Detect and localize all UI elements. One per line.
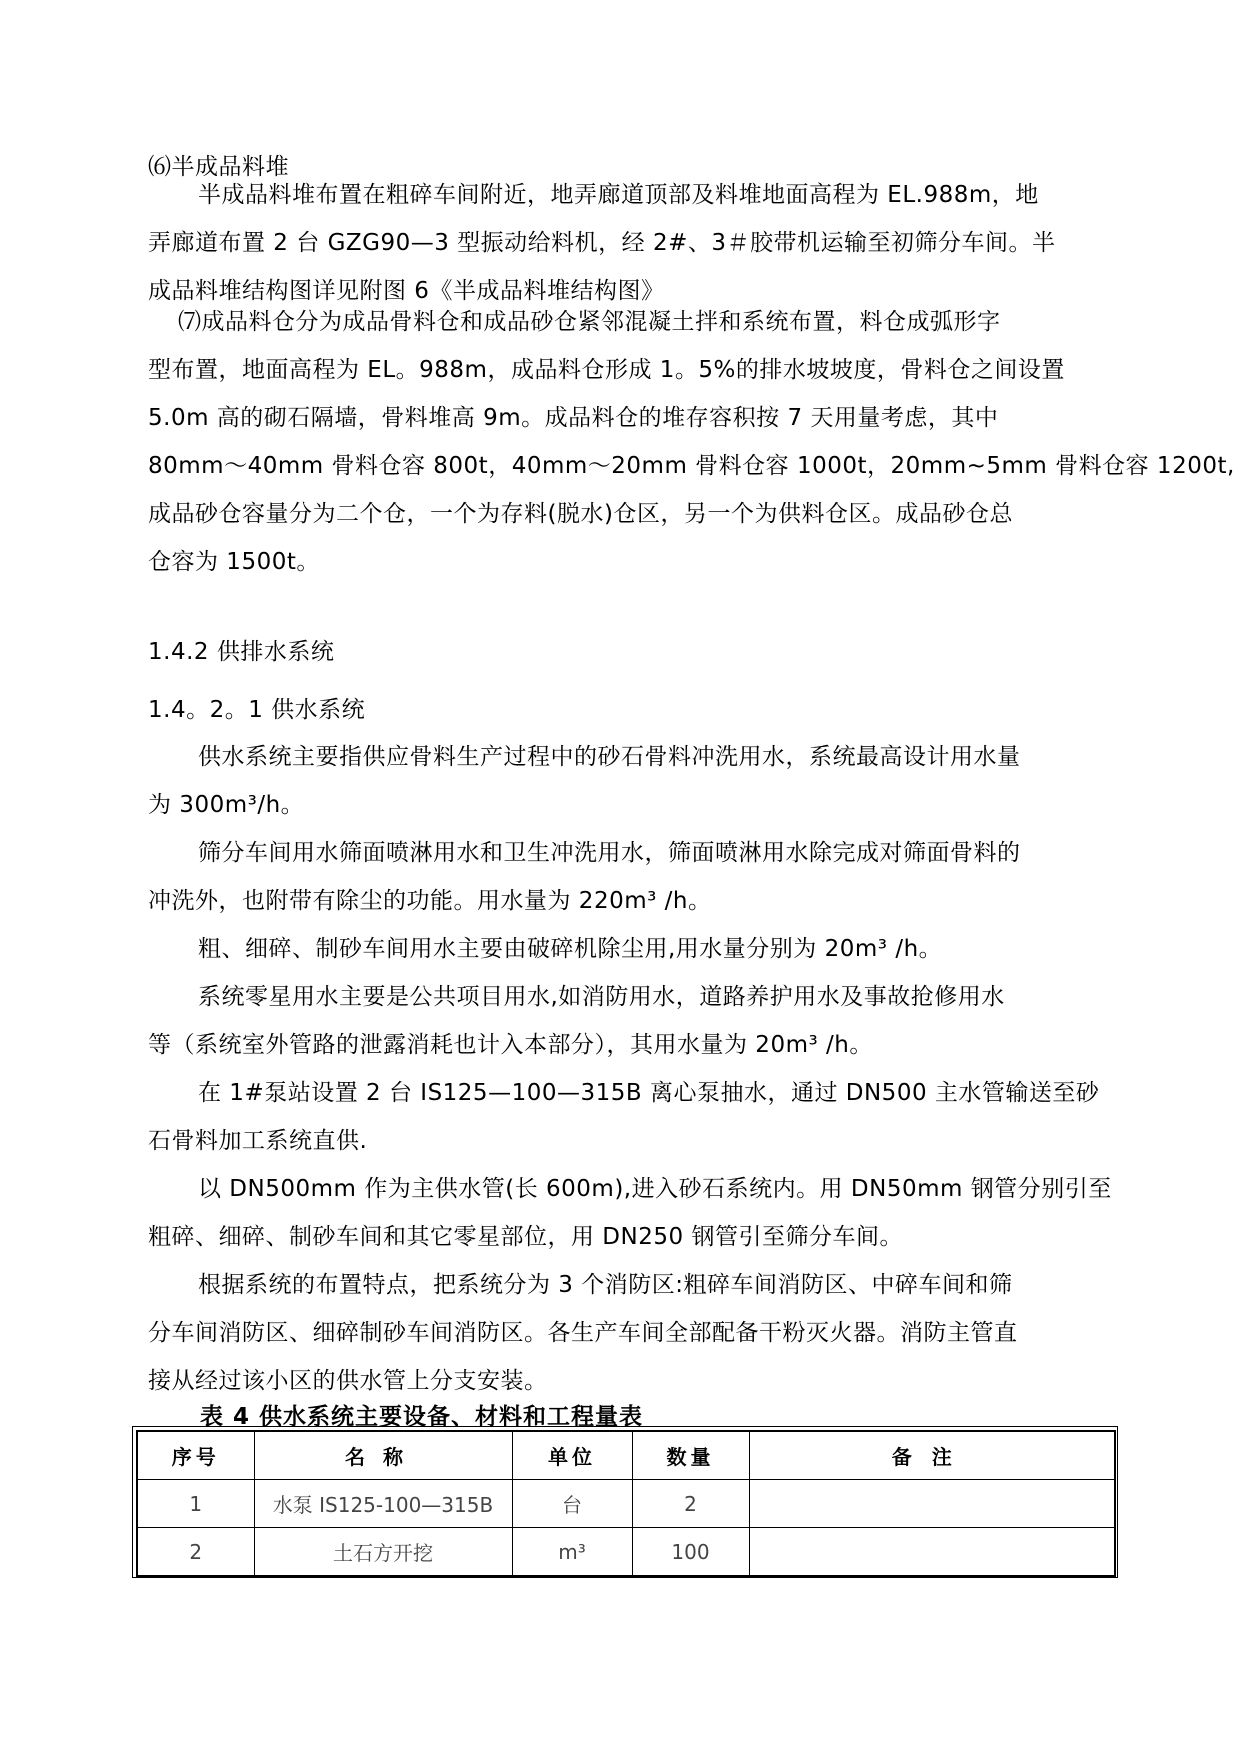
text-line: 为 300m³/h。 [148,792,305,818]
table-cell: 水泵 IS125-100—315B [254,1480,512,1528]
text-line: 冲洗外，也附带有除尘的功能。用水量为 220m³ /h。 [148,888,712,914]
section-heading-1-4-2: 1.4.2 供排水系统 [148,639,335,665]
paragraph-fire-zones [148,1261,1110,1405]
text-line: 供水系统主要指供应骨料生产过程中的砂石骨料冲洗用水，系统最高设计用水量 [198,744,1021,770]
text-line: 分车间消防区、细碎制砂车间消防区。各生产车间全部配备干粉灭火器。消防主管直 [148,1320,1018,1346]
text-line: 以 DN500mm 作为主供水管(长 600m),进入砂石系统内。用 DN50mm 钢管分别引至 [198,1176,1112,1202]
text-line: 在 1#泵站设置 2 台 IS125—100—315B 离心泵抽水，通过 DN500 主水管输送至砂 [198,1080,1100,1106]
table-row [137,1528,1115,1577]
text-line: 等（系统室外管路的泄露消耗也计入本部分），其用水量为 20m³ /h。 [148,1032,873,1058]
paragraph-screening-water [148,829,1110,925]
text-line: 型布置，地面高程为 EL。988m，成品料仓形成 1。5%的排水坡坡度，骨料仓之间设置 [148,357,1065,383]
text-line: 80mm～40mm 骨料仓容 800t，40mm～20mm 骨料仓容 1000t，20mm~5mm 骨料仓容 1200t, [148,453,1235,479]
text-line: 接从经过该小区的供水管上分支安装。 [148,1368,548,1394]
text-line: 粗、细碎、制砂车间用水主要由破碎机除尘用,用水量分别为 20m³ /h。 [198,936,943,962]
text-line: 成品料堆结构图详见附图 6《半成品料堆结构图》 [148,278,665,304]
table-cell [749,1480,1115,1528]
table-row [137,1480,1115,1528]
equipment-table [136,1430,1116,1577]
table-cell: 1 [137,1480,254,1528]
paragraph-supply-overview [148,733,1110,829]
text-line: 仓容为 1500t。 [148,549,320,575]
text-line: 筛分车间用水筛面喷淋用水和卫生冲洗用水，筛面喷淋用水除完成对筛面骨料的 [198,840,1021,866]
table-cell: 2 [632,1480,749,1528]
table-caption: 表 4 供水系统主要设备、材料和工程量表 [200,1404,644,1430]
table-header-row [137,1431,1115,1480]
paragraph-pump-station [148,1069,1110,1165]
table-cell: 100 [632,1528,749,1577]
item-6-title: ⑹半成品料堆 [148,154,289,180]
paragraph-finished-bin [148,298,1235,586]
column-header-name: 名称 [254,1431,512,1480]
paragraph-semi-finished-stockpile [148,171,1110,315]
table-cell: 台 [512,1480,632,1528]
text-line: 5.0m 高的砌石隔墙，骨料堆高 9m。成品料仓的堆存容积按 7 天用量考虑，其中 [148,405,999,431]
table-cell: m³ [512,1528,632,1577]
column-header-unit: 单位 [512,1431,632,1480]
table-cell: 2 [137,1528,254,1577]
text-line: 系统零星用水主要是公共项目用水,如消防用水，道路养护用水及事故抢修用水 [198,984,1005,1010]
paragraph-main-pipe [148,1165,1110,1261]
column-header-index: 序号 [137,1431,254,1480]
column-header-quantity: 数量 [632,1431,749,1480]
text-line: ⑺成品料仓分为成品骨料仓和成品砂仓紧邻混凝土拌和系统布置，料仓成弧形字 [178,309,1001,335]
column-header-remarks: 备注 [749,1431,1115,1480]
text-line: 成品砂仓容量分为二个仓，一个为存料(脱水)仓区，另一个为供料仓区。成品砂仓总 [148,501,1013,527]
paragraph-misc-water [148,973,1110,1069]
text-line: 根据系统的布置特点，把系统分为 3 个消防区:粗碎车间消防区、中碎车间和筛 [198,1272,1013,1298]
text-line: 粗碎、细碎、制砂车间和其它零星部位，用 DN250 钢管引至筛分车间。 [148,1224,903,1250]
text-line: 石骨料加工系统直供. [148,1128,368,1154]
section-heading-1-4-2-1: 1.4。2。1 供水系统 [148,697,366,723]
text-line: 半成品料堆布置在粗碎车间附近，地弄廊道顶部及料堆地面高程为 EL.988m，地 [198,182,1039,208]
table-cell: 土石方开挖 [254,1528,512,1577]
text-line: 弄廊道布置 2 台 GZG90—3 型振动给料机，经 2#、3＃胶带机运输至初筛分车间。半 [148,230,1056,256]
paragraph-crushing-water [148,925,1110,973]
table-cell [749,1528,1115,1577]
